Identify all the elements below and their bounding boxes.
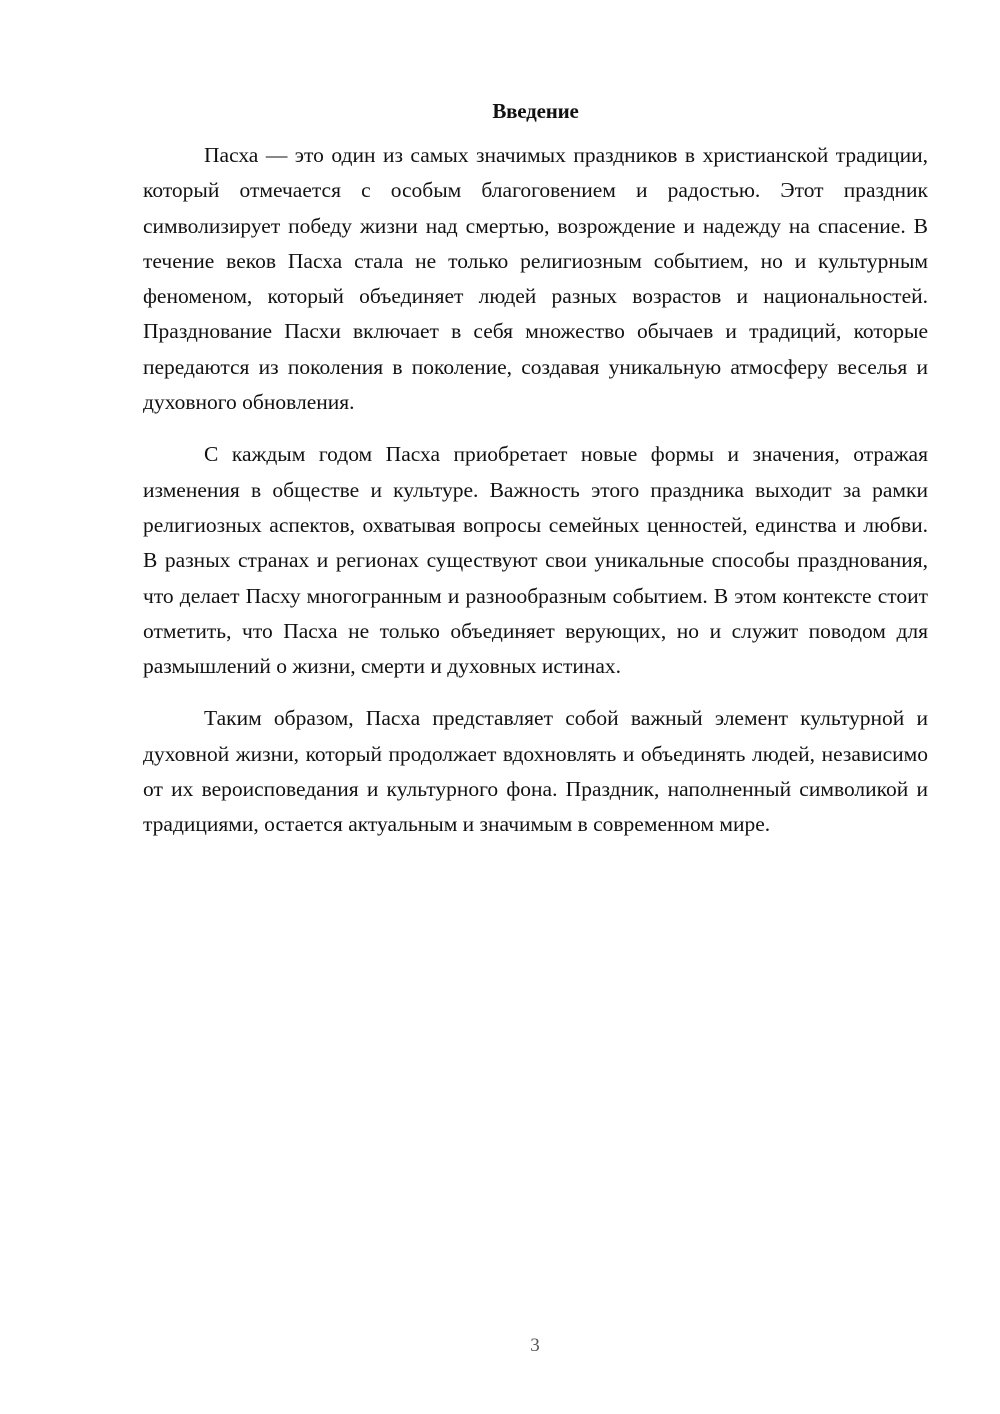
paragraph-1: Пасха — это один из самых значимых праздников в христианской традиции, который отмечается с особым благоговением и радостью. Этот праздник символизирует победу жизни над смертью, возрождение и надежду на спасение. В течение веков Пасха стала не только религиозным событием, но и культурным феноменом, который объединяет людей разных возрастов и национальностей. Празднование Пасхи включает в себя множество обычаев и традиций, которые передаются из поколения в поколение, создавая уникальную атмосферу веселья и духовного обновления. — [143, 143, 928, 415]
section-heading: Введение — [492, 99, 579, 123]
paragraph-2: С каждым годом Пасха приобретает новые формы и значения, отражая изменения в обществе и культуре. Важность этого праздника выходит за рамки религиозных аспектов, охватывая вопросы семейных ценностей, единства и любви. В разных странах и регионах существуют свои уникальные способы празднования, что делает Пасху многогранным и разнообразным событием. В этом контексте стоит отметить, что Пасха не только объединяет верующих, но и служит поводом для размышлений о жизни, смерти и духовных истинах. — [143, 442, 928, 679]
paragraph-3: Таким образом, Пасха представляет собой важный элемент культурной и духовной жизни, который продолжает вдохновлять и объединять людей, независимо от их вероисповедания и культурного фона. Праздник, наполненный символикой и традициями, остается актуальным и значимым в современном мире. — [143, 706, 928, 837]
page-content — [143, 95, 928, 843]
page-number: 3 — [530, 1335, 540, 1356]
